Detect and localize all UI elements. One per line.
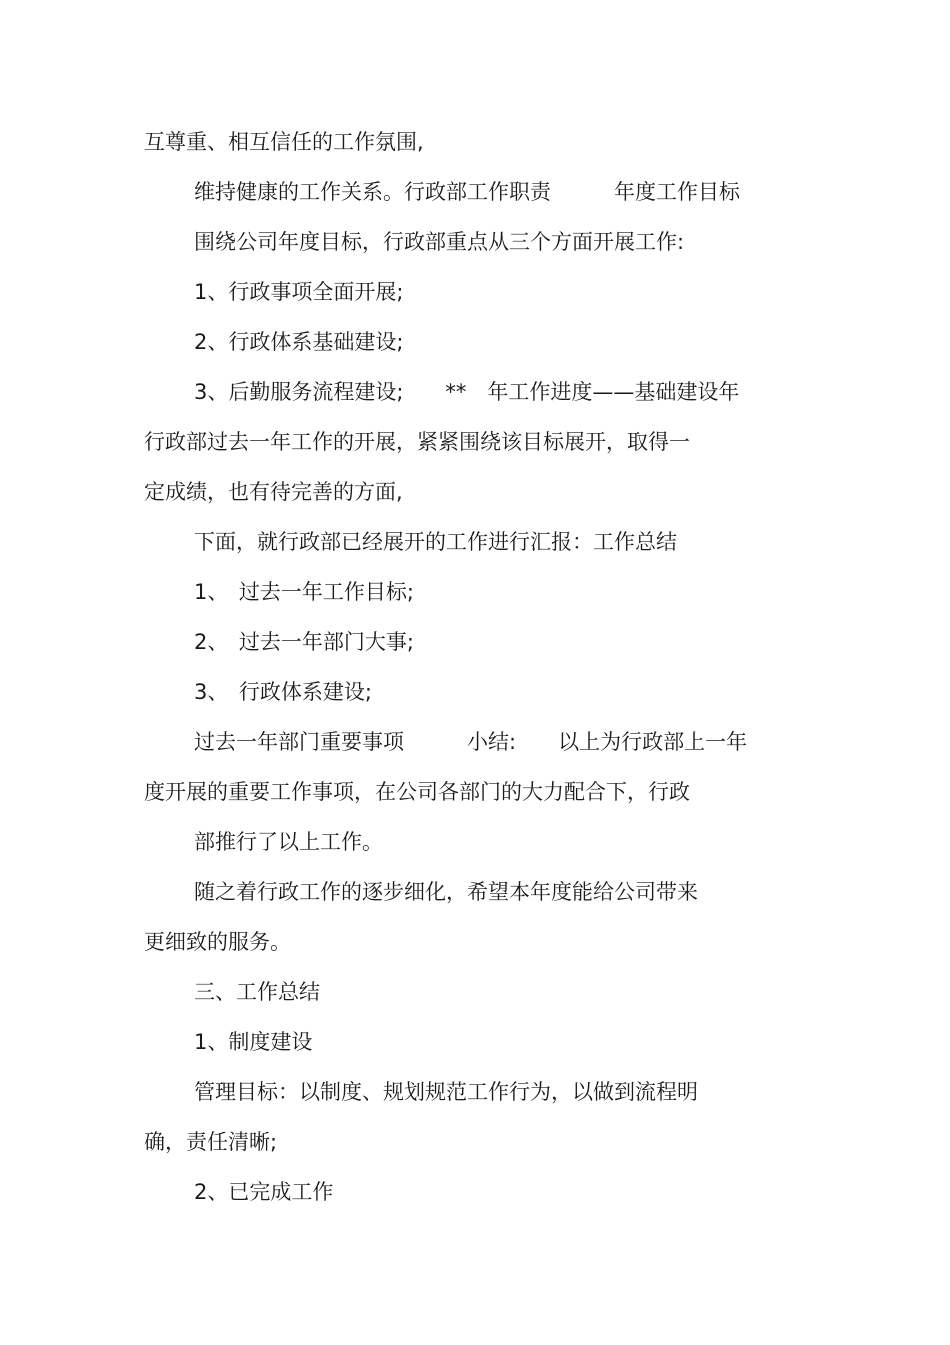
text-line: 更细致的服务。 (144, 930, 291, 954)
text-line: 1、 过去一年工作目标; (194, 580, 414, 604)
text-line: 过去一年部门重要事项 小结: 以上为行政部上一年 (194, 730, 748, 754)
text-line: 3、后勤服务流程建设; ** 年工作进度——基础建设年 (194, 380, 740, 404)
text-line: 1、制度建设 (194, 1030, 313, 1054)
text-line: 维持健康的工作关系。行政部工作职责 年度工作目标 (194, 180, 740, 204)
text-line: 随之着行政工作的逐步细化，希望本年度能给公司带来 (194, 880, 698, 904)
text-line: 2、 过去一年部门大事; (194, 630, 414, 654)
text-line: 三、工作总结 (194, 980, 320, 1004)
text-line: 行政部过去一年工作的开展，紧紧围绕该目标展开，取得一 (144, 430, 690, 454)
text-line: 2、行政体系基础建设; (194, 330, 404, 354)
text-line: 互尊重、相互信任的工作氛围, (144, 130, 424, 154)
text-line: 部推行了以上工作。 (194, 830, 383, 854)
text-line: 定成绩，也有待完善的方面, (144, 480, 403, 504)
text-line: 围绕公司年度目标，行政部重点从三个方面开展工作: (194, 230, 685, 254)
text-line: 度开展的重要工作事项，在公司各部门的大力配合下，行政 (144, 780, 690, 804)
text-line: 确，责任清晰; (144, 1130, 278, 1154)
text-line: 1、行政事项全面开展; (194, 280, 404, 304)
text-line: 2、已完成工作 (194, 1180, 334, 1204)
text-line: 下面，就行政部已经展开的工作进行汇报：工作总结 (194, 530, 677, 554)
text-line: 管理目标：以制度、规划规范工作行为，以做到流程明 (194, 1080, 698, 1104)
text-line: 3、 行政体系建设; (194, 680, 372, 704)
